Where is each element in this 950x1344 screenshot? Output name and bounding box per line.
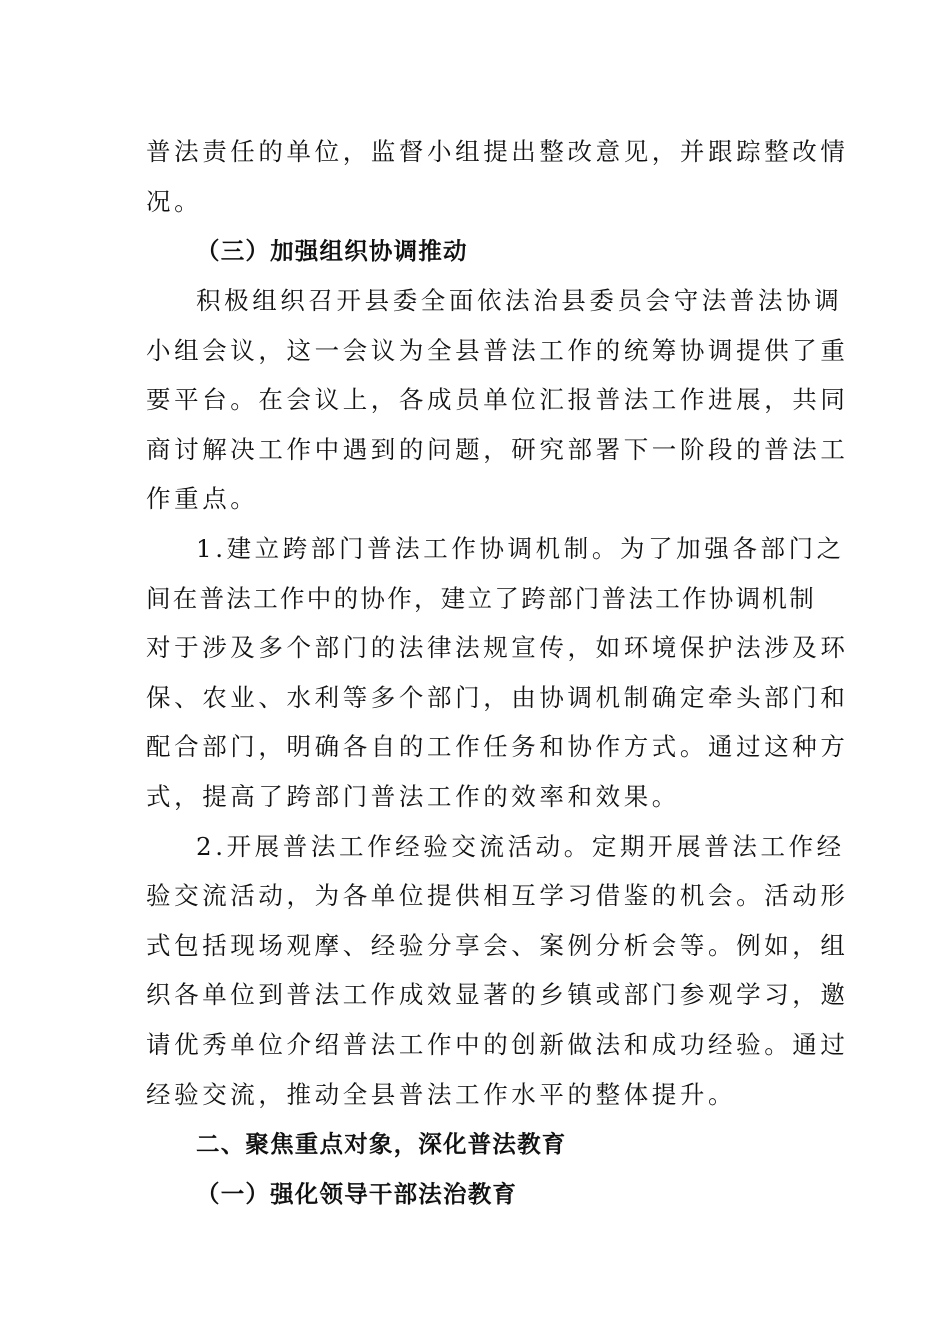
- body-text-line: 商讨解决工作中遇到的问题，研究部署下一阶段的普法工: [146, 435, 849, 464]
- body-text-line: 1.建立跨部门普法工作协调机制。为了加强各部门之: [196, 534, 845, 563]
- body-text-line: 配合部门，明确各自的工作任务和协作方式。通过这种方: [146, 732, 849, 761]
- section-heading-3: （三）加强组织协调推动: [196, 237, 468, 265]
- section-heading-1: （一）强化领导干部法治教育: [196, 1180, 518, 1208]
- body-text-line: 间在普法工作中的协作，建立了跨部门普法工作协调机制: [146, 584, 816, 613]
- section-heading-2: 二、聚焦重点对象，深化普法教育: [196, 1130, 567, 1158]
- body-text-line: 作重点。: [146, 484, 259, 513]
- body-text-line: 况。: [146, 187, 203, 216]
- body-text-line: 式，提高了跨部门普法工作的效率和效果。: [146, 782, 680, 811]
- body-text-line: 要平台。在会议上，各成员单位汇报普法工作进展，共同: [146, 385, 849, 414]
- body-text-line: 2.开展普法工作经验交流活动。定期开展普法工作经: [196, 832, 845, 861]
- body-text-line: 织各单位到普法工作成效显著的乡镇或部门参观学习，邀: [146, 980, 849, 1009]
- body-text-line: 式包括现场观摩、经验分享会、案例分析会等。例如，组: [146, 931, 849, 960]
- body-text-line: 经验交流，推动全县普法工作水平的整体提升。: [146, 1080, 737, 1109]
- body-text-line: 请优秀单位介绍普法工作中的创新做法和成功经验。通过: [146, 1030, 849, 1059]
- body-text-line: 验交流活动，为各单位提供相互学习借鉴的机会。活动形: [146, 881, 849, 910]
- body-text-line: 保、农业、水利等多个部门，由协调机制确定牵头部门和: [146, 683, 849, 712]
- body-text-line: 对于涉及多个部门的法律法规宣传，如环境保护法涉及环: [146, 633, 849, 662]
- body-text-line: 普法责任的单位，监督小组提出整改意见，并跟踪整改情: [146, 137, 849, 166]
- body-text-line: 小组会议，这一会议为全县普法工作的统筹协调提供了重: [146, 336, 849, 365]
- body-text-line: 积极组织召开县委全面依法治县委员会守法普法协调: [196, 286, 843, 315]
